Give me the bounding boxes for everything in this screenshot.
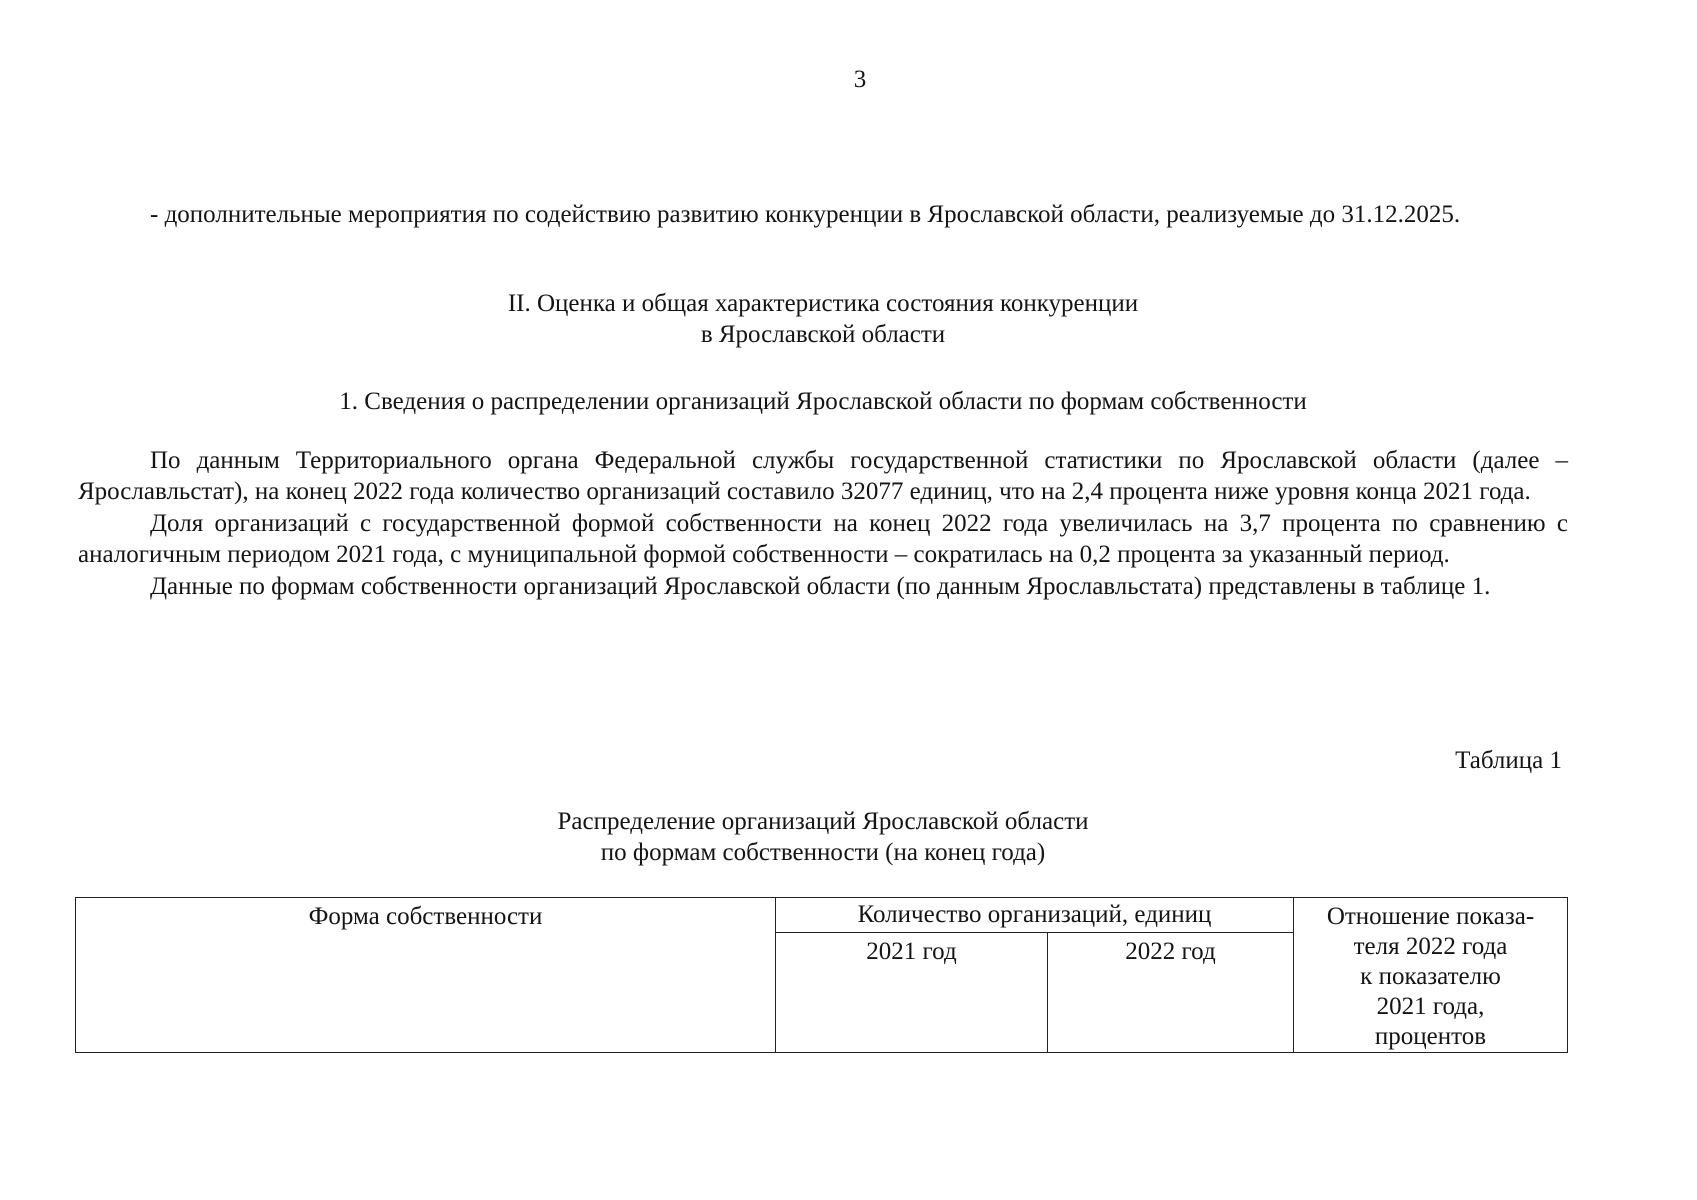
header-year-2022: 2022 год [1048, 933, 1294, 1053]
section-title-line-2: в Ярославской области [700, 321, 946, 348]
ownership-table [75, 897, 1568, 1053]
header-year-2021: 2021 год [776, 933, 1048, 1053]
header-ratio-line: Отношение показа- [1326, 903, 1535, 930]
header-ratio-line: 2021 года, [1376, 993, 1485, 1020]
header-ratio-line: теля 2022 года [1353, 933, 1508, 960]
table-header-row [76, 898, 1568, 933]
body-paragraph: По данным Территориального органа Федеральной службы государственной статистики по Ярославской области (далее – Ярославльстат), на конец 2022 года количество организаций составило 32077 единиц, что на 2,4 процента ниже уровня конца 2021 года. [78, 447, 1568, 505]
header-ratio-line: процентов [1374, 1023, 1487, 1050]
header-ratio [1294, 898, 1568, 1053]
header-count-group: Количество организаций, единиц [776, 898, 1294, 933]
subsection-title: 1. Сведения о распределении организаций Ярославской области по формам собственности [339, 388, 1307, 415]
section-title-line-1: II. Оценка и общая характеристика состояния конкуренции [507, 290, 1139, 317]
table-label: Таблица 1 [1455, 747, 1562, 774]
intro-bullet-paragraph: - дополнительные мероприятия по содействию развитию конкуренции в Ярославской области, реализуемые до 31.12.2025. [150, 201, 1461, 228]
table-title-line-2: по формам собственности (на конец года) [600, 839, 1046, 866]
page-number: 3 [853, 66, 867, 93]
body-text [78, 445, 1568, 603]
body-paragraph: Данные по формам собственности организаций Ярославской области (по данным Ярославльстата) представлены в таблице 1. [150, 573, 1491, 600]
table-title [78, 806, 1568, 868]
table-title-line-1: Распределение организаций Ярославской области [557, 808, 1089, 835]
body-paragraph: Доля организаций с государственной формой собственности на конец 2022 года увеличилась на 3,7 процента по сравнению с аналогичным периодом 2021 года, с муниципальной формой собственности – сократилась на 0,2 процента за указанный период. [78, 510, 1568, 568]
header-ownership-form: Форма собственности [76, 898, 776, 1053]
header-ratio-line: к показателю [1360, 963, 1501, 990]
section-title [78, 288, 1568, 350]
